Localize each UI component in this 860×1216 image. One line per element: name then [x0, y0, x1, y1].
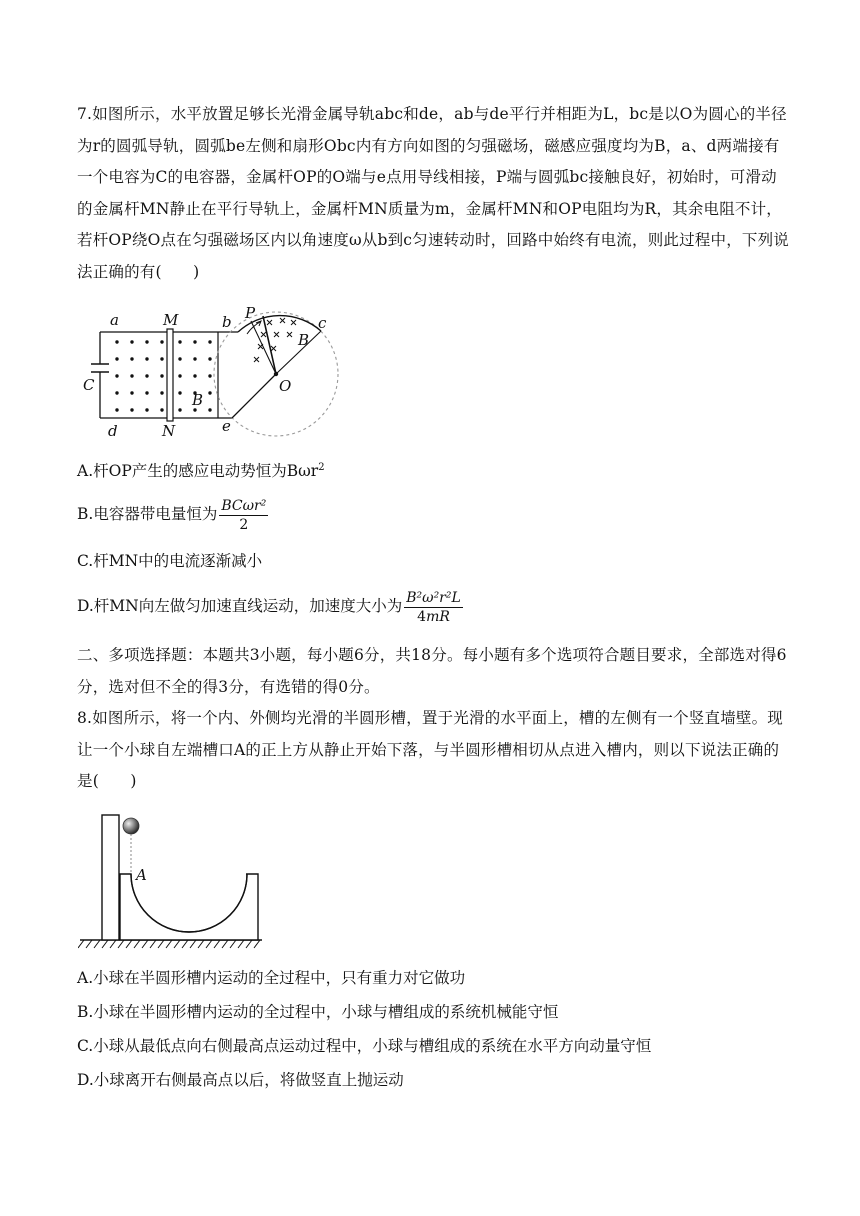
- fraction: $\frac{\text{BCωr²}}{2}$: [221, 497, 267, 533]
- label-M: M: [163, 311, 179, 329]
- q7-option-a: A.杆OP产生的感应电动势恒为Bωr$^2$: [77, 462, 325, 481]
- q8-option-a: A.小球在半圆形槽内运动的全过程中，只有重力对它做功: [77, 969, 466, 987]
- label-P: P: [245, 306, 256, 322]
- fraction: $\frac{\text{B²ω²r²L}}{4mR}$: [406, 589, 461, 625]
- q8-option-d: D.小球离开右侧最高点以后，将做竖直上抛运动: [77, 1071, 404, 1089]
- label-B-sector: B: [298, 331, 310, 349]
- label-d: d: [108, 422, 118, 440]
- q7-option-c: C.杆MN中的电流逐渐减小: [77, 552, 263, 570]
- q8-option-c: C.小球从最低点向右侧最高点运动过程中，小球与槽组成的系统在水平方向动量守恒: [77, 1037, 652, 1055]
- q7-stem: 7.如图所示，水平放置足够长光滑金属导轨abc和de，ab与de平行并相距为L，bc是以O为圆心的半径为r的圆弧导轨，圆弧be左侧和扇形Obc内有方向如图的匀强磁场，磁感应强度均为B，a、d两端接有一个电容为C的电容器，金属杆OP的O端与e点用导线相接，P端与圆弧bc接触良好，初始时，可滑动的金属杆MN静止在平行导轨上，金属杆MN质量为m，金属杆MN和OP电阻均为R，其余电阻不计，若杆OP绕O点在匀强磁场区内以角速度ω从b到c匀速转动时，回路中始终有电流，则此过程中，下列说法正确的有( ): [77, 105, 789, 281]
- label-C: C: [83, 376, 95, 394]
- label-e: e: [222, 417, 231, 435]
- q8-option-b: B.小球在半圆形槽内运动的全过程中，小球与槽组成的系统机械能守恒: [77, 1003, 559, 1021]
- label-b: b: [222, 313, 232, 331]
- label-c: c: [318, 314, 327, 332]
- q8-groove-figure: [78, 812, 268, 957]
- q8-stem: 8.如图所示，将一个内、外侧均光滑的半圆形槽，置于光滑的水平面上，槽的左侧有一个竖直墙壁。现让一个小球自左端槽口A的正上方从静止开始下落，与半圆形槽相切从点进入槽内，则以下说法正确的是( ): [77, 709, 783, 790]
- label-B-rails: B: [192, 391, 204, 409]
- label-a: a: [110, 311, 119, 329]
- q7-option-b: B.电容器带电量恒为 $\frac{\text{BCωr²}}{2}$: [77, 497, 267, 533]
- q7-circuit-figure: [80, 306, 350, 440]
- label-O: O: [279, 377, 292, 395]
- label-A: A: [136, 866, 147, 884]
- q7-option-d: D.杆MN向左做匀加速直线运动，加速度大小为 $\frac{\text{B²ω²r²L}}{4mR}$: [77, 589, 461, 625]
- ball: [123, 818, 139, 834]
- section-heading: 二、多项选择题：本题共3小题，每小题6分，共18分。每小题有多个选项符合题目要求，全部选对得6分，选对但不全的得3分，有选错的得0分。: [77, 646, 787, 696]
- label-N: N: [162, 422, 176, 440]
